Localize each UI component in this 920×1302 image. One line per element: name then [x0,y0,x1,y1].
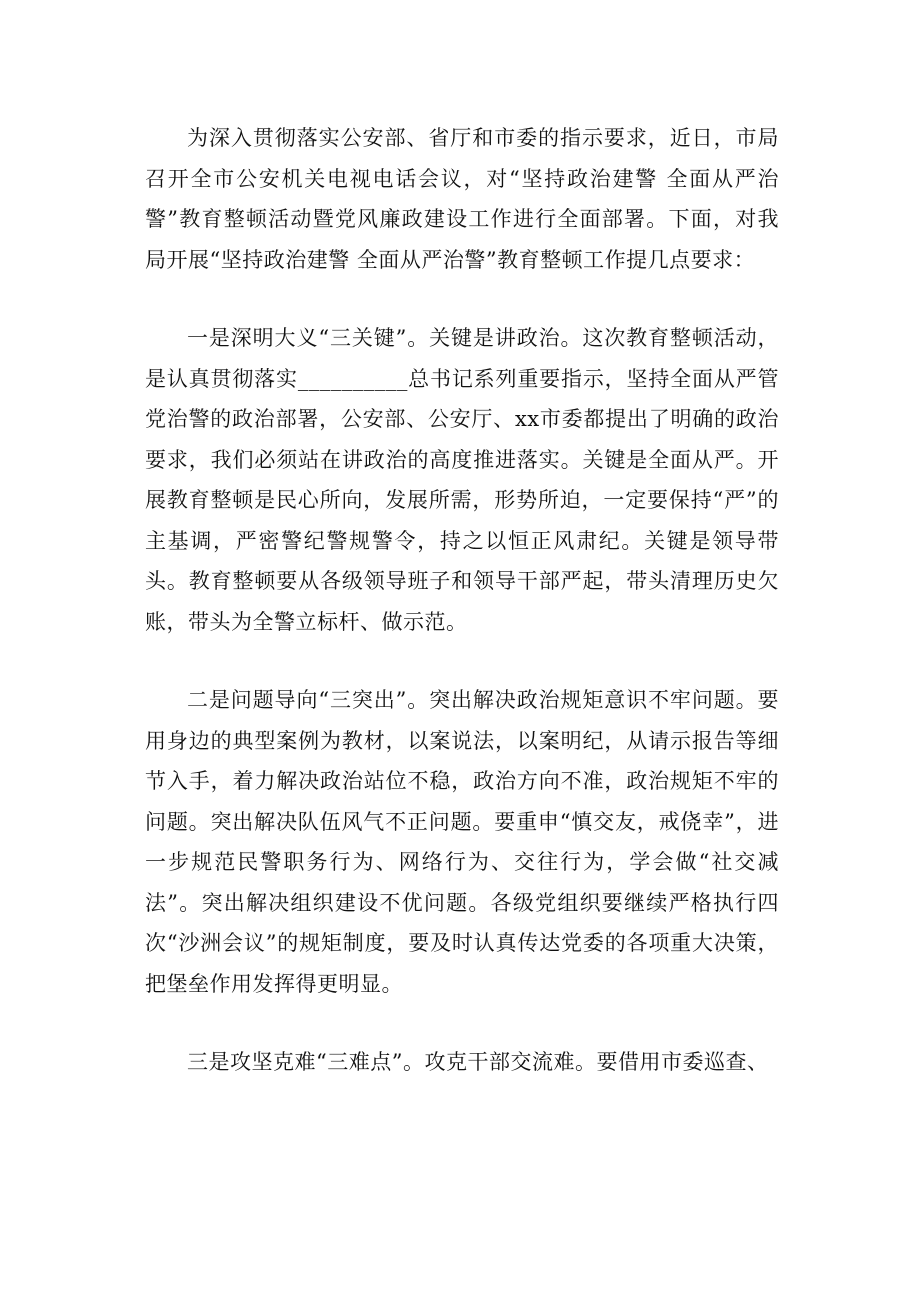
paragraph-point-two: 二是问题导向“三突出”。突出解决政治规矩意识不牢问题。要用身边的典型案例为教材，以案说法，以案明纪，从请示报告等细节入手，着力解决政治站位不稳，政治方向不准，政治规矩不牢的问题。突出解决队伍风气不正问题。要重申“慎交友，戒侥幸”，进一步规范民警职务行为、网络行为、交往行为，学会做“社交减法”。突出解决组织建设不优问题。各级党组织要继续严格执行四次“沙洲会议”的规矩制度，要及时认真传达党委的各项重大决策，把堡垒作用发挥得更明显。 [145,688,779,996]
paragraph-point-one: 一是深明大义“三关键”。关键是讲政治。这次教育整顿活动，是认真贯彻落实__________总书记系列重要指示，坚持全面从严管党治警的政治部署，公安部、公安厅、xx市委都提出了明确的政治要求，我们必须站在讲政治的高度推进落实。关键是全面从严。开展教育整顿是民心所向，发展所需，形势所迫，一定要保持“严”的主基调，严密警纪警规警令，持之以恒正风肃纪。关键是领导带头。教育整顿要从各级领导班子和领导干部严起，带头清理历史欠账，带头为全警立标杆、做示范。 [145,326,779,634]
paragraph-intro: 为深入贯彻落实公安部、省厅和市委的指示要求，近日，市局召开全市公安机关电视电话会议，对“坚持政治建警 全面从严治警”教育整顿活动暨党风廉政建设工作进行全面部署。下面，对我局开展“坚持政治建警 全面从严治警”教育整顿工作提几点要求： [145,126,779,272]
document-body [145,118,779,1121]
paragraph-point-three: 三是攻坚克难“三难点”。攻克干部交流难。要借用市委巡查、 [187,1050,769,1074]
